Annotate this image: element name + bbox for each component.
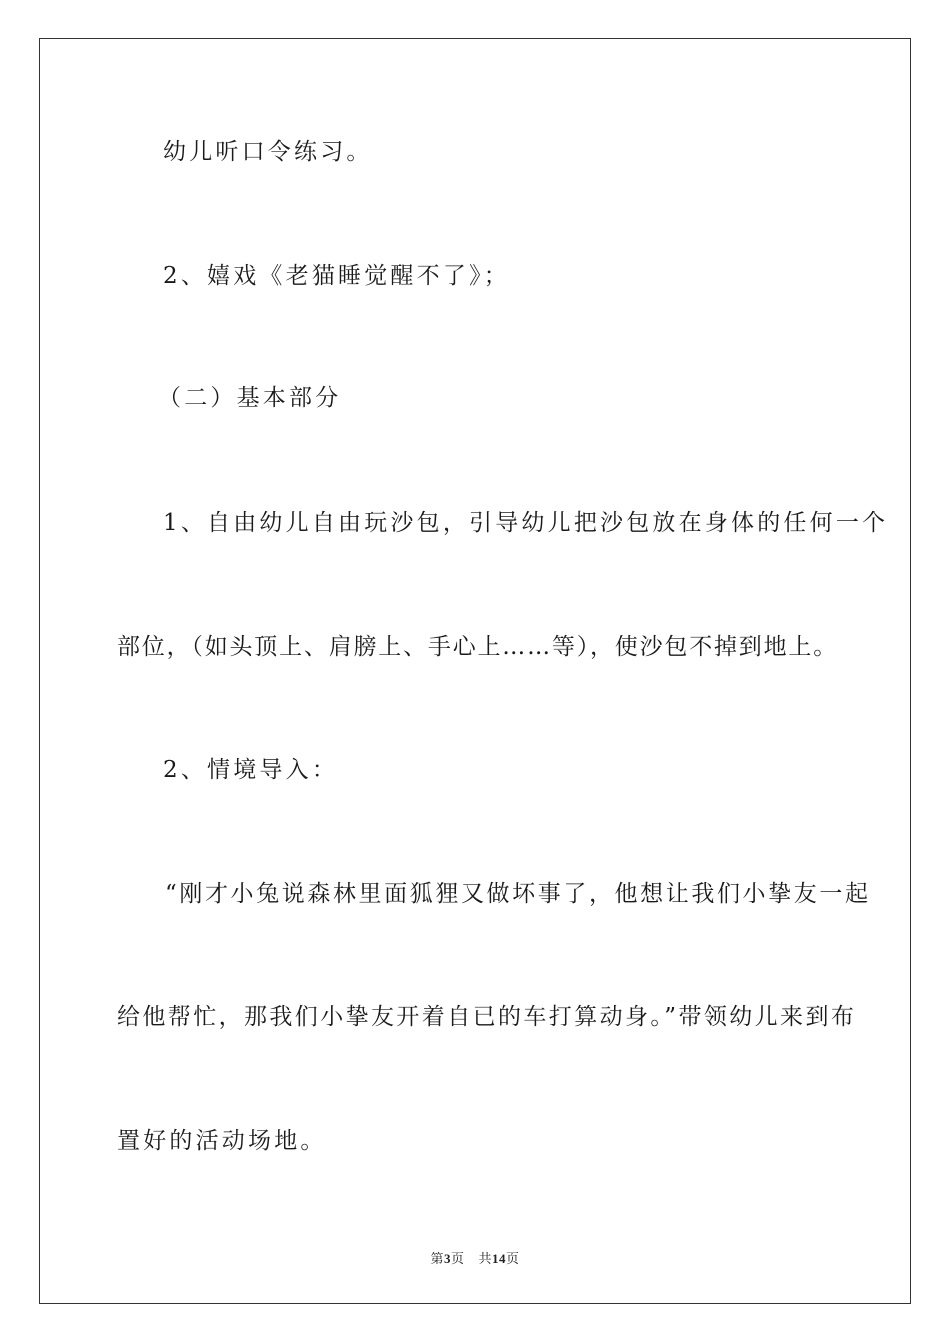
- footer-page-suffix: 页: [450, 1251, 465, 1266]
- page-border: [39, 38, 911, 1304]
- paragraph-line-1: 幼儿听口令练习。: [163, 139, 373, 165]
- paragraph-line-8: 给他帮忙，那我们小挚友开着自已的车打算动身。”带领幼儿来到布: [117, 1004, 857, 1030]
- paragraph-line-4: 1、自由幼儿自由玩沙包，引导幼儿把沙包放在身体的任何一个: [163, 510, 889, 536]
- footer-page-number: 3: [443, 1251, 451, 1266]
- footer-total-prefix: 共: [478, 1251, 493, 1266]
- paragraph-line-6: 2、情境导入：: [163, 757, 339, 783]
- page-footer: [0, 1248, 950, 1267]
- paragraph-line-2: 2、嬉戏《老猫睡觉醒不了》；: [163, 263, 510, 289]
- footer-total-pages: 14: [492, 1251, 507, 1266]
- footer-page-prefix: 第: [430, 1251, 444, 1266]
- paragraph-line-7: “刚才小兔说森林里面狐狸又做坏事了，他想让我们小挚友一起: [165, 881, 871, 907]
- paragraph-line-5: 部位，（如头顶上、肩膀上、手心上……等），使沙包不掉到地上。: [117, 634, 838, 660]
- paragraph-line-9: 置好的活动场地。: [117, 1128, 327, 1154]
- section-heading: （二）基本部分: [158, 385, 342, 411]
- footer-total-suffix: 页: [506, 1251, 520, 1266]
